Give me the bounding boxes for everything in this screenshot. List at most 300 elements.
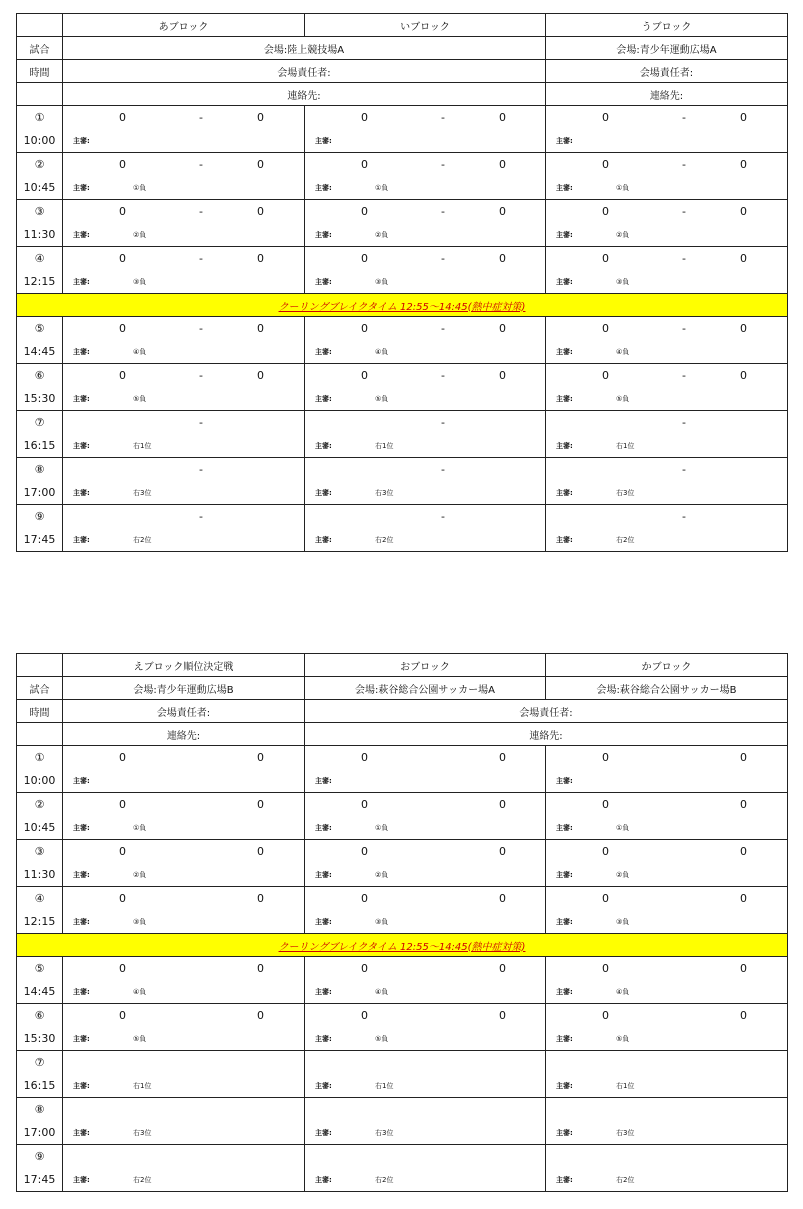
score-home: 0 xyxy=(602,798,609,811)
match-number: ⑧ xyxy=(34,1103,45,1116)
match-cell xyxy=(546,793,788,840)
score-separator: - xyxy=(199,158,203,171)
match-box xyxy=(546,411,787,457)
match-number: ④ xyxy=(34,252,45,265)
match-cell xyxy=(546,887,788,934)
match-cell xyxy=(63,1051,305,1098)
match-cell xyxy=(546,106,788,153)
match-cell xyxy=(305,247,546,294)
match-cell xyxy=(305,505,546,552)
score-home: 0 xyxy=(119,369,126,382)
score-separator: - xyxy=(682,416,686,429)
match-number: ③ xyxy=(34,205,45,218)
schedule-table-2 xyxy=(16,653,788,1192)
team-source-note: ④負 xyxy=(375,348,389,356)
block-name: いブロック xyxy=(305,14,546,37)
match-cell xyxy=(546,957,788,1004)
match-number: ⑦ xyxy=(34,1056,45,1069)
referee-label: 主審: xyxy=(315,536,332,544)
match-row xyxy=(17,411,788,458)
score-away: 0 xyxy=(499,111,506,124)
team-source-note: 右2位 xyxy=(375,536,394,544)
team-source-note: ②負 xyxy=(133,871,147,879)
referee-label: 主審: xyxy=(556,278,573,286)
left-header-match: 試合 xyxy=(17,37,63,60)
match-time-cell xyxy=(17,1004,63,1051)
referee-label: 主審: xyxy=(315,777,332,785)
match-time: 10:00 xyxy=(23,774,56,787)
venue-info-row xyxy=(17,700,788,723)
match-box xyxy=(546,364,787,410)
venue-info-row xyxy=(17,37,788,60)
match-cell xyxy=(63,411,305,458)
match-number: ⑥ xyxy=(34,369,45,382)
referee-label: 主審: xyxy=(556,348,573,356)
match-time: 10:00 xyxy=(23,134,56,147)
match-number: ① xyxy=(34,111,45,124)
referee-label: 主審: xyxy=(73,871,90,879)
match-row xyxy=(17,364,788,411)
match-time-cell xyxy=(17,317,63,364)
match-row xyxy=(17,153,788,200)
score-home: 0 xyxy=(602,892,609,905)
match-row xyxy=(17,1098,788,1145)
block-name: おブロック xyxy=(305,654,546,677)
match-time: 17:45 xyxy=(23,1173,56,1186)
score-away: 0 xyxy=(740,962,747,975)
team-source-note: ①負 xyxy=(375,184,389,192)
match-box xyxy=(546,317,787,363)
match-row xyxy=(17,746,788,793)
referee-label: 主審: xyxy=(556,231,573,239)
score-away: 0 xyxy=(257,1009,264,1022)
match-time-cell xyxy=(17,746,63,793)
referee-label: 主審: xyxy=(556,777,573,785)
score-away: 0 xyxy=(257,798,264,811)
match-box xyxy=(305,957,545,1003)
match-cell xyxy=(63,1098,305,1145)
venue-info-cell: 連絡先: xyxy=(63,83,546,106)
referee-label: 主審: xyxy=(556,824,573,832)
venue-info-cell: 連絡先: xyxy=(63,723,305,746)
match-box xyxy=(305,840,545,886)
match-time-cell xyxy=(17,887,63,934)
match-box xyxy=(63,957,304,1003)
score-separator: - xyxy=(682,111,686,124)
match-time-cell xyxy=(17,1051,63,1098)
score-home: 0 xyxy=(361,962,368,975)
venue-info-cell: 会場責任者: xyxy=(63,60,546,83)
referee-label: 主審: xyxy=(73,1082,90,1090)
score-away: 0 xyxy=(740,798,747,811)
match-box xyxy=(305,887,545,933)
referee-label: 主審: xyxy=(315,348,332,356)
match-number: ② xyxy=(34,158,45,171)
score-separator: - xyxy=(682,463,686,476)
match-cell xyxy=(305,364,546,411)
score-away: 0 xyxy=(499,158,506,171)
team-source-note: 右1位 xyxy=(375,442,394,450)
venue-info-cell: 会場:陸上競技場A xyxy=(63,37,546,60)
score-separator: - xyxy=(682,510,686,523)
score-separator: - xyxy=(199,416,203,429)
score-away: 0 xyxy=(499,845,506,858)
match-number: ⑥ xyxy=(34,1009,45,1022)
match-time-cell xyxy=(17,153,63,200)
match-cell xyxy=(63,106,305,153)
score-separator: - xyxy=(199,322,203,335)
match-box xyxy=(546,793,787,839)
match-box xyxy=(305,364,545,410)
match-time-cell xyxy=(17,364,63,411)
referee-label: 主審: xyxy=(315,231,332,239)
match-time-cell xyxy=(17,106,63,153)
match-box xyxy=(63,317,304,363)
score-away: 0 xyxy=(740,111,747,124)
match-box xyxy=(546,200,787,246)
match-cell xyxy=(63,317,305,364)
referee-label: 主審: xyxy=(73,777,90,785)
referee-label: 主審: xyxy=(315,395,332,403)
venue-info-cell: 会場責任者: xyxy=(305,700,788,723)
referee-label: 主審: xyxy=(73,1176,90,1184)
match-cell xyxy=(546,746,788,793)
match-cell xyxy=(305,458,546,505)
score-away: 0 xyxy=(257,252,264,265)
team-source-note: ②負 xyxy=(375,231,389,239)
match-time: 12:15 xyxy=(23,275,56,288)
match-box xyxy=(63,106,304,152)
match-row xyxy=(17,840,788,887)
match-cell xyxy=(305,317,546,364)
score-away: 0 xyxy=(257,751,264,764)
match-time: 11:30 xyxy=(23,228,56,241)
match-cell xyxy=(305,411,546,458)
team-source-note: ①負 xyxy=(133,184,147,192)
match-cell xyxy=(546,153,788,200)
match-cell xyxy=(305,1145,546,1192)
score-separator: - xyxy=(441,463,445,476)
venue-info-cell: 連絡先: xyxy=(305,723,788,746)
score-home: 0 xyxy=(361,158,368,171)
referee-label: 主審: xyxy=(556,871,573,879)
team-source-note: ②負 xyxy=(616,231,630,239)
score-separator: - xyxy=(441,252,445,265)
score-away: 0 xyxy=(740,751,747,764)
referee-label: 主審: xyxy=(556,1176,573,1184)
score-away: 0 xyxy=(740,252,747,265)
team-source-note: ④負 xyxy=(616,348,630,356)
score-home: 0 xyxy=(361,252,368,265)
referee-label: 主審: xyxy=(315,918,332,926)
score-home: 0 xyxy=(602,845,609,858)
referee-label: 主審: xyxy=(315,278,332,286)
team-source-note: 右3位 xyxy=(375,489,394,497)
referee-label: 主審: xyxy=(556,184,573,192)
left-header-blank xyxy=(17,723,63,746)
match-row xyxy=(17,505,788,552)
score-away: 0 xyxy=(257,962,264,975)
match-row xyxy=(17,106,788,153)
match-time: 14:45 xyxy=(23,985,56,998)
match-box xyxy=(305,1098,545,1144)
score-away: 0 xyxy=(740,845,747,858)
match-cell xyxy=(546,411,788,458)
score-home: 0 xyxy=(361,369,368,382)
block-name: かブロック xyxy=(546,654,788,677)
referee-label: 主審: xyxy=(556,918,573,926)
match-cell xyxy=(305,840,546,887)
block-name: えブロック順位決定戦 xyxy=(63,654,305,677)
venue-info-row xyxy=(17,60,788,83)
match-box xyxy=(63,887,304,933)
corner-cell xyxy=(17,14,63,37)
block-name: うブロック xyxy=(546,14,788,37)
referee-label: 主審: xyxy=(315,1129,332,1137)
score-away: 0 xyxy=(499,205,506,218)
match-box xyxy=(63,840,304,886)
referee-label: 主審: xyxy=(315,1082,332,1090)
match-cell xyxy=(546,1004,788,1051)
score-away: 0 xyxy=(740,322,747,335)
venue-info-row xyxy=(17,83,788,106)
match-box xyxy=(63,1004,304,1050)
match-time-cell xyxy=(17,1098,63,1145)
match-box xyxy=(546,247,787,293)
score-home: 0 xyxy=(361,798,368,811)
match-box xyxy=(546,840,787,886)
team-source-note: 右2位 xyxy=(133,1176,152,1184)
referee-label: 主審: xyxy=(73,1129,90,1137)
match-cell xyxy=(546,840,788,887)
score-home: 0 xyxy=(361,322,368,335)
match-time: 16:15 xyxy=(23,439,56,452)
match-box xyxy=(546,458,787,504)
match-time-cell xyxy=(17,458,63,505)
score-away: 0 xyxy=(257,322,264,335)
match-box xyxy=(63,1098,304,1144)
team-source-note: ⑤負 xyxy=(375,395,389,403)
score-home: 0 xyxy=(119,205,126,218)
score-home: 0 xyxy=(119,892,126,905)
left-header-match: 試合 xyxy=(17,677,63,700)
match-time: 12:15 xyxy=(23,915,56,928)
match-time: 17:00 xyxy=(23,1126,56,1139)
score-separator: - xyxy=(682,205,686,218)
team-source-note: 右1位 xyxy=(375,1082,394,1090)
match-number: ① xyxy=(34,751,45,764)
match-time: 14:45 xyxy=(23,345,56,358)
match-time: 10:45 xyxy=(23,821,56,834)
team-source-note: ③負 xyxy=(616,918,630,926)
team-source-note: 右3位 xyxy=(616,489,635,497)
score-home: 0 xyxy=(119,751,126,764)
score-separator: - xyxy=(441,158,445,171)
venue-info-cell: 会場:青少年運動広場B xyxy=(63,677,305,700)
team-source-note: 右3位 xyxy=(375,1129,394,1137)
match-row xyxy=(17,887,788,934)
score-home: 0 xyxy=(119,798,126,811)
match-cell xyxy=(305,887,546,934)
left-header-blank xyxy=(17,83,63,106)
match-number: ⑨ xyxy=(34,510,45,523)
venue-info-cell: 会場:萩谷総合公園サッカー場A xyxy=(305,677,546,700)
venue-info-cell: 会場:萩谷総合公園サッカー場B xyxy=(546,677,788,700)
score-separator: - xyxy=(199,252,203,265)
team-source-note: ④負 xyxy=(616,988,630,996)
match-cell xyxy=(63,247,305,294)
score-separator: - xyxy=(441,205,445,218)
score-away: 0 xyxy=(740,205,747,218)
score-away: 0 xyxy=(499,369,506,382)
team-source-note: 右3位 xyxy=(133,1129,152,1137)
match-box xyxy=(305,505,545,551)
match-box xyxy=(546,106,787,152)
score-away: 0 xyxy=(740,892,747,905)
match-box xyxy=(305,746,545,792)
match-cell xyxy=(305,793,546,840)
match-box xyxy=(305,106,545,152)
team-source-note: ②負 xyxy=(133,231,147,239)
score-home: 0 xyxy=(361,892,368,905)
match-cell xyxy=(546,505,788,552)
referee-label: 主審: xyxy=(315,489,332,497)
referee-label: 主審: xyxy=(556,1035,573,1043)
score-home: 0 xyxy=(361,1009,368,1022)
team-source-note: 右1位 xyxy=(616,1082,635,1090)
score-away: 0 xyxy=(257,158,264,171)
match-box xyxy=(63,1145,304,1191)
team-source-note: ①負 xyxy=(375,824,389,832)
match-cell xyxy=(305,106,546,153)
score-home: 0 xyxy=(602,252,609,265)
referee-label: 主審: xyxy=(556,137,573,145)
team-source-note: ④負 xyxy=(133,348,147,356)
score-away: 0 xyxy=(499,892,506,905)
match-cell xyxy=(546,364,788,411)
left-header-time: 時間 xyxy=(17,700,63,723)
match-time-cell xyxy=(17,247,63,294)
score-separator: - xyxy=(199,510,203,523)
match-cell xyxy=(63,200,305,247)
cooling-break-cell xyxy=(17,294,788,317)
match-cell xyxy=(305,957,546,1004)
team-source-note: 右2位 xyxy=(616,1176,635,1184)
score-home: 0 xyxy=(602,962,609,975)
score-separator: - xyxy=(199,369,203,382)
match-cell xyxy=(305,153,546,200)
match-cell xyxy=(63,840,305,887)
match-number: ② xyxy=(34,798,45,811)
referee-label: 主審: xyxy=(73,137,90,145)
match-cell xyxy=(63,1004,305,1051)
match-box xyxy=(63,1051,304,1097)
team-source-note: ③負 xyxy=(133,278,147,286)
match-cell xyxy=(63,957,305,1004)
score-home: 0 xyxy=(602,111,609,124)
score-away: 0 xyxy=(257,205,264,218)
corner-cell xyxy=(17,654,63,677)
match-time: 16:15 xyxy=(23,1079,56,1092)
match-box xyxy=(546,1051,787,1097)
score-home: 0 xyxy=(119,322,126,335)
match-cell xyxy=(546,317,788,364)
venue-info-cell: 会場責任者: xyxy=(63,700,305,723)
team-source-note: 右2位 xyxy=(616,536,635,544)
match-time: 15:30 xyxy=(23,392,56,405)
team-source-note: ③負 xyxy=(375,278,389,286)
score-home: 0 xyxy=(602,751,609,764)
team-source-note: ①負 xyxy=(616,824,630,832)
team-source-note: ②負 xyxy=(375,871,389,879)
match-time: 17:45 xyxy=(23,533,56,546)
score-separator: - xyxy=(441,322,445,335)
score-home: 0 xyxy=(119,1009,126,1022)
match-cell xyxy=(305,1098,546,1145)
match-number: ④ xyxy=(34,892,45,905)
team-source-note: ④負 xyxy=(375,988,389,996)
match-number: ⑤ xyxy=(34,962,45,975)
referee-label: 主審: xyxy=(315,1176,332,1184)
match-row xyxy=(17,1051,788,1098)
score-home: 0 xyxy=(119,158,126,171)
match-box xyxy=(305,247,545,293)
score-home: 0 xyxy=(119,111,126,124)
referee-label: 主審: xyxy=(315,824,332,832)
schedule-table-1 xyxy=(16,13,788,552)
match-time-cell xyxy=(17,957,63,1004)
left-header-time: 時間 xyxy=(17,60,63,83)
match-box xyxy=(305,153,545,199)
match-cell xyxy=(63,505,305,552)
team-source-note: ①負 xyxy=(133,824,147,832)
score-away: 0 xyxy=(257,111,264,124)
referee-label: 主審: xyxy=(73,824,90,832)
match-number: ⑧ xyxy=(34,463,45,476)
team-source-note: 右3位 xyxy=(616,1129,635,1137)
match-box xyxy=(63,793,304,839)
referee-label: 主審: xyxy=(315,1035,332,1043)
referee-label: 主審: xyxy=(73,348,90,356)
match-cell xyxy=(63,364,305,411)
score-away: 0 xyxy=(257,369,264,382)
score-separator: - xyxy=(682,252,686,265)
match-number: ⑦ xyxy=(34,416,45,429)
match-time-cell xyxy=(17,793,63,840)
match-row xyxy=(17,793,788,840)
match-row xyxy=(17,317,788,364)
match-box xyxy=(546,1098,787,1144)
score-separator: - xyxy=(682,158,686,171)
team-source-note: 右3位 xyxy=(133,489,152,497)
match-cell xyxy=(63,153,305,200)
match-box xyxy=(63,153,304,199)
referee-label: 主審: xyxy=(556,489,573,497)
match-box xyxy=(305,458,545,504)
score-home: 0 xyxy=(361,205,368,218)
schedule-sheet-2 xyxy=(16,653,787,1192)
score-home: 0 xyxy=(361,845,368,858)
referee-label: 主審: xyxy=(556,988,573,996)
team-source-note: ⑤負 xyxy=(375,1035,389,1043)
match-box xyxy=(546,153,787,199)
match-box xyxy=(305,200,545,246)
match-cell xyxy=(546,1098,788,1145)
match-time: 17:00 xyxy=(23,486,56,499)
score-separator: - xyxy=(441,510,445,523)
match-cell xyxy=(546,458,788,505)
score-away: 0 xyxy=(499,252,506,265)
